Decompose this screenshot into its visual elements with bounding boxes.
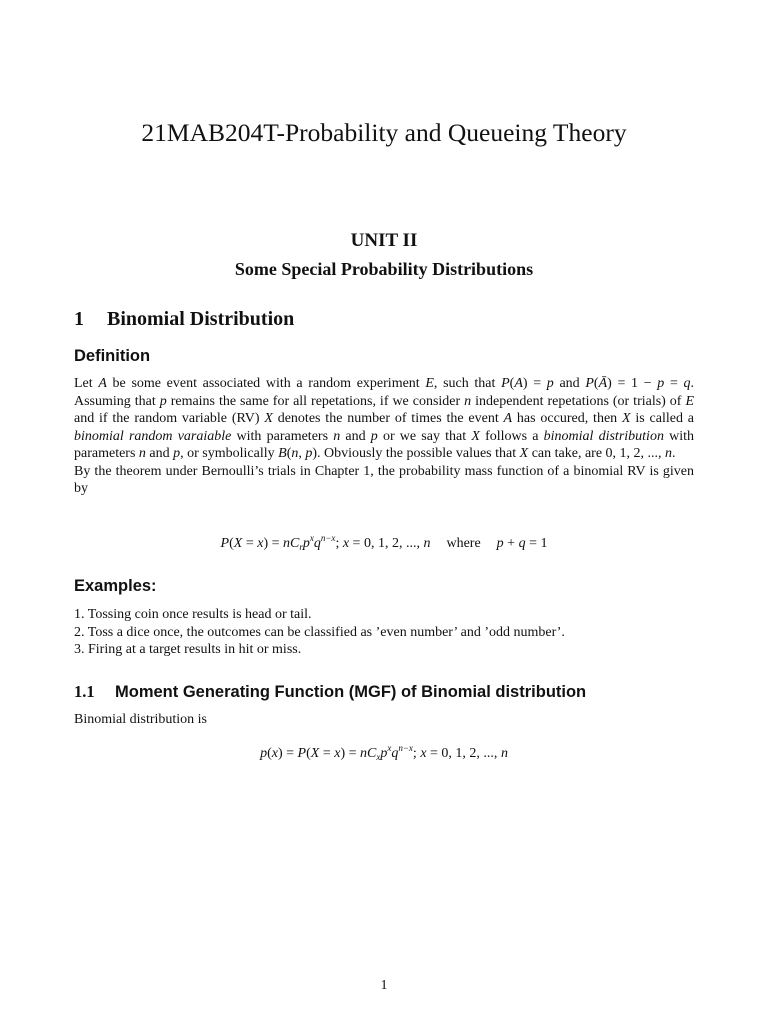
subsection-heading: [74, 682, 586, 702]
subsection-title: Moment Generating Function (MGF) of Binomial distribution: [115, 683, 587, 701]
unit-heading: UNIT II: [350, 230, 418, 251]
page-number: 1: [380, 978, 388, 993]
definition-heading: Definition: [74, 347, 151, 365]
binomial-distribution-equation: $p(x) = P(X = x) = nC_xp^xq^{n-x}$; x = 0, 1, 2, ..., n: [260, 743, 508, 762]
subsection-intro: Binomial distribution is: [74, 712, 208, 727]
definition-text: Let A be some event associated with a random experiment E, such that P(A) = p and P(Ā) = 1 − p = q. Assuming that p remains the same for all repetations, if we consider n independent repetations (or trials) of E and if the random variable (RV) X denotes the number of times the event A has occured, then X is called a binomial random varaiable with parameters n and p or we say that X follows a binomial distribution with parameters n and p, or symbolically B(n, p). Obviously the possible values that X can take, are 0, 1, 2, ..., n.: [74, 376, 695, 461]
unit-subtitle: Some Special Probability Distributions: [234, 259, 534, 279]
examples-heading: Examples:: [74, 577, 157, 595]
section-heading: [74, 308, 294, 331]
bernoulli-paragraph: By the theorem under Bernoulli’s trials in Chapter 1, the probability mass function of a binomial RV is given by: [74, 463, 694, 496]
section-number: 1: [74, 308, 84, 330]
definition-paragraph: [74, 375, 694, 498]
list-item: 3. Firing at a target results in hit or miss.: [74, 642, 302, 657]
list-item: 1. Tossing coin once results is head or tail.: [74, 607, 312, 622]
document-title: 21MAB204T-Probability and Queueing Theory: [141, 118, 627, 147]
examples-list: [74, 606, 565, 659]
list-item: 2. Toss a dice once, the outcomes can be classified as ’even number’ and ’odd number’.: [74, 624, 565, 640]
equation-where: where: [446, 536, 481, 551]
binomial-pmf-equation: $P(X = x) = nC_rp^xq^{n-x}$; x = 0, 1, 2, ..., n where p + q = 1: [220, 533, 548, 552]
section-title: Binomial Distribution: [107, 308, 295, 330]
subsection-number: 1.1: [74, 682, 95, 701]
